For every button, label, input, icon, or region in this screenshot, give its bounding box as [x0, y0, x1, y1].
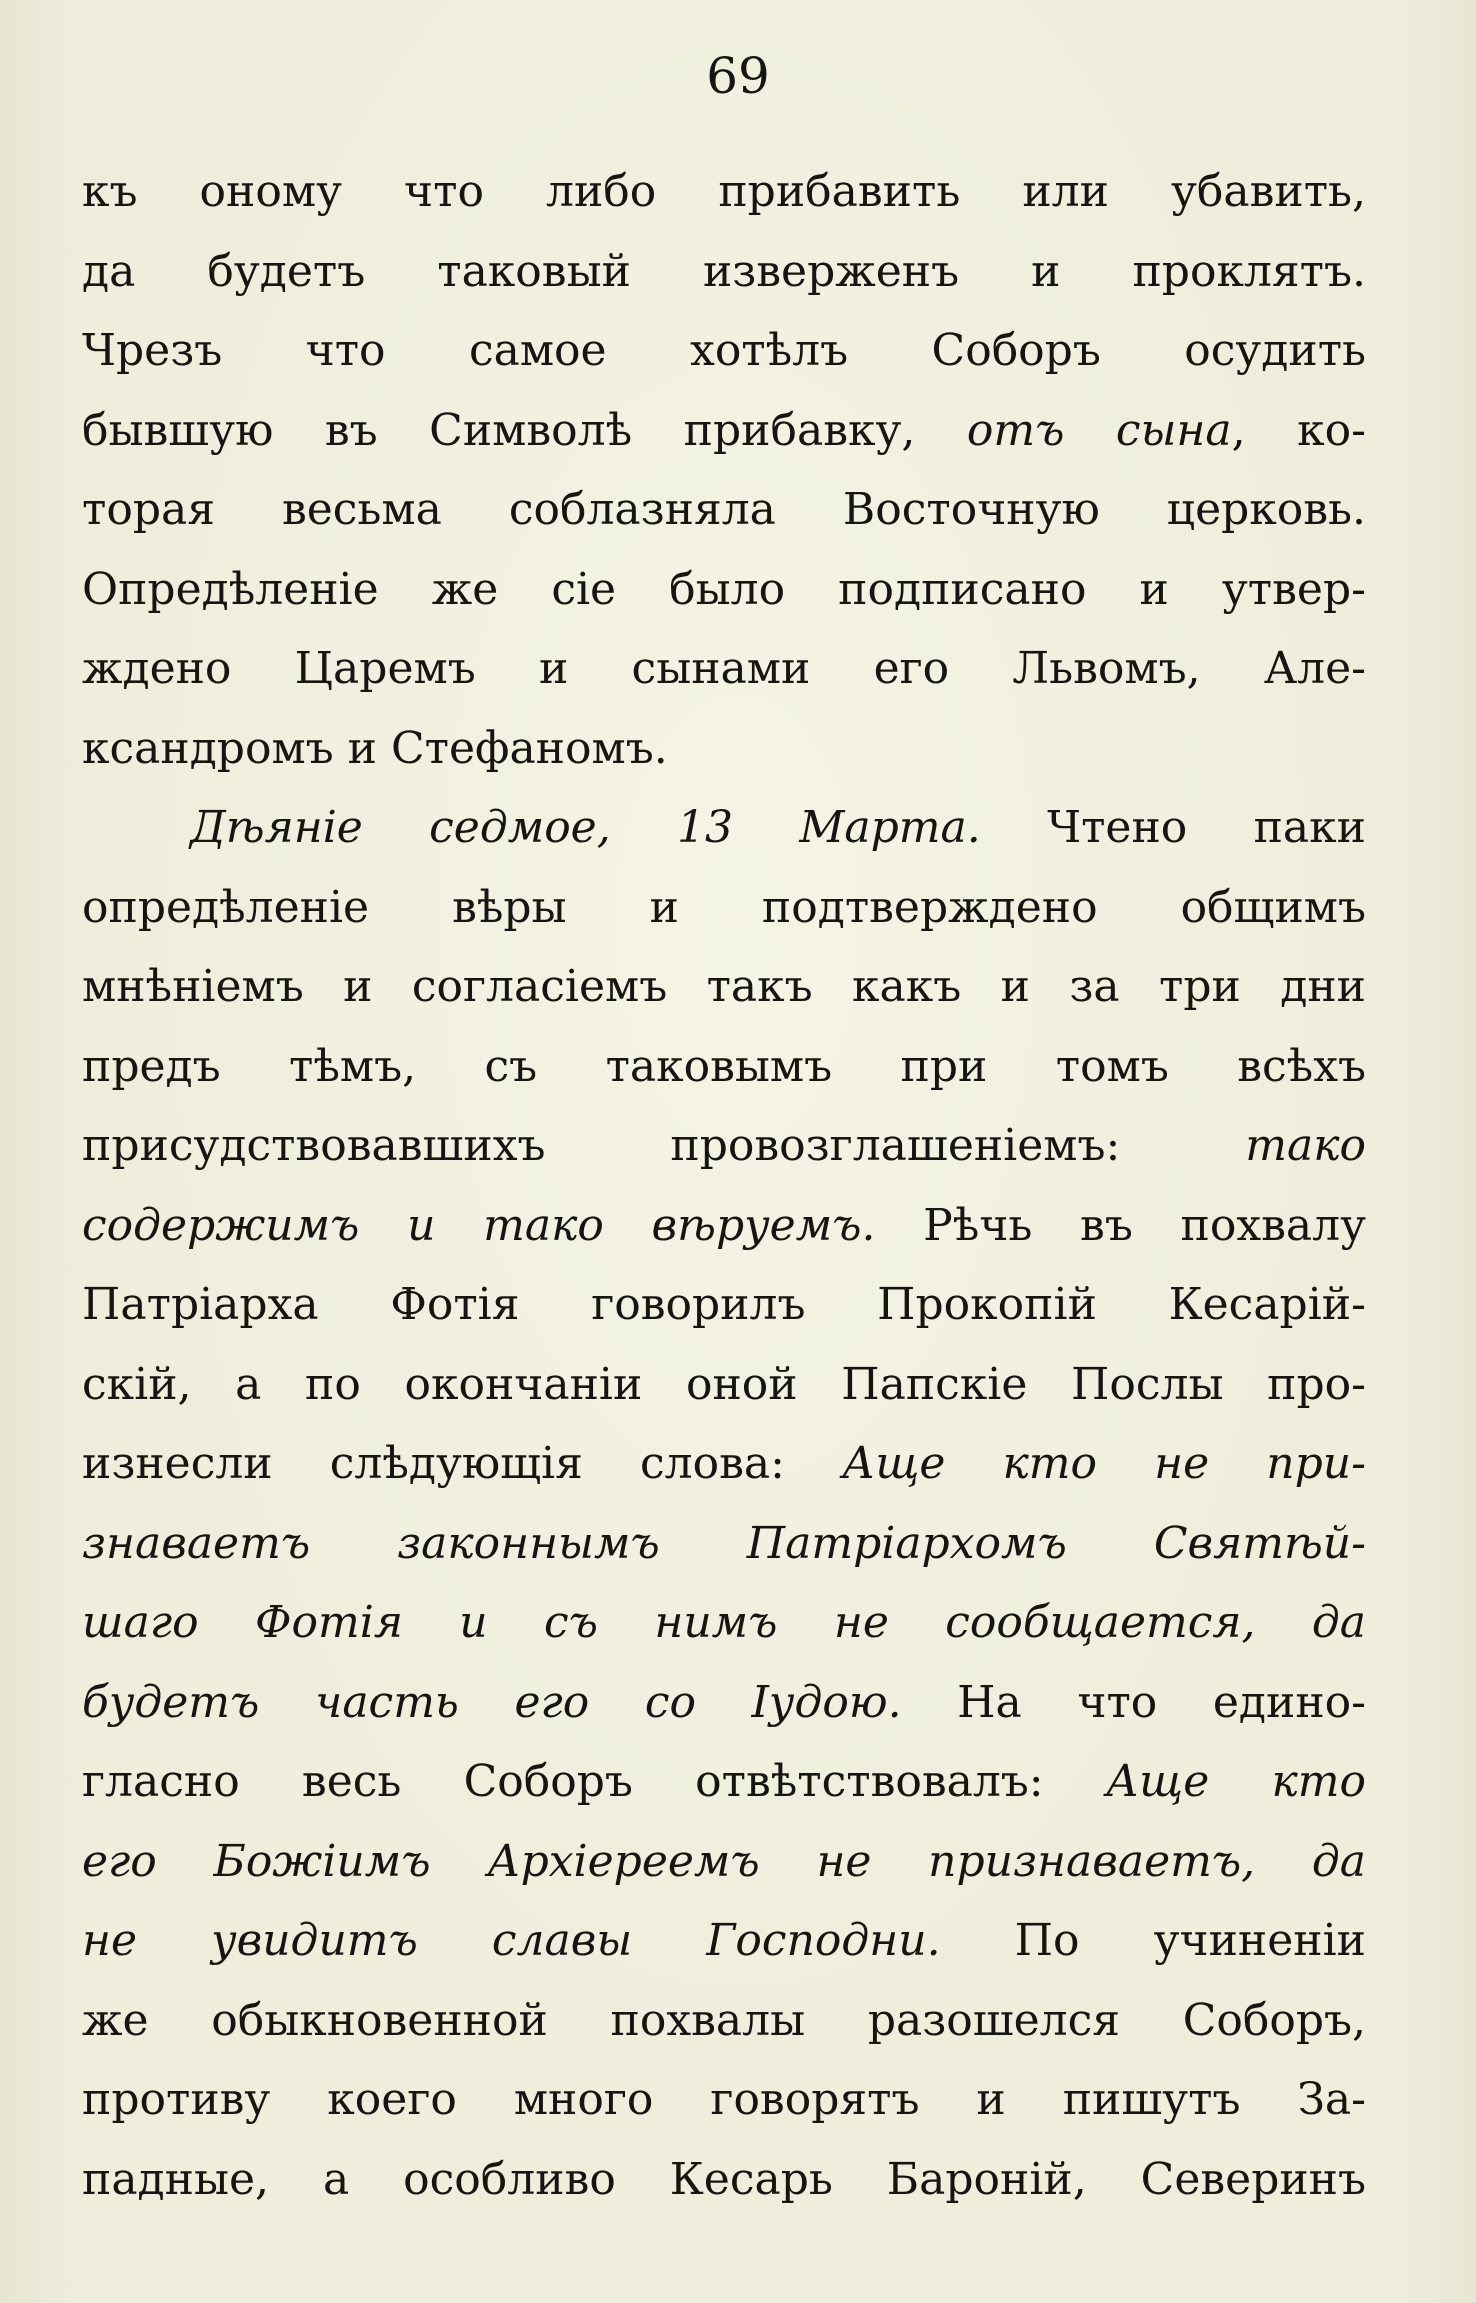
text-line	[82, 1822, 1366, 1902]
italic-text: Аще кто	[1105, 1756, 1366, 1807]
text-segment: изнесли слѣдующія слова:	[82, 1438, 843, 1489]
text-line	[82, 2140, 1366, 2220]
text-line	[82, 1186, 1366, 1266]
text-line	[82, 947, 1366, 1027]
italic-text: содержимъ и тако вѣруемъ.	[82, 1199, 876, 1251]
italic-text: его Божіимъ Архіереемъ не признаваетъ, да	[82, 1835, 1366, 1887]
italic-text: отъ сына	[966, 404, 1232, 456]
text-line	[82, 1583, 1366, 1663]
text-line	[82, 629, 1366, 709]
text-segment: Чрезъ что самое хотѣлъ Соборъ осудить	[82, 325, 1366, 376]
text-line	[82, 1027, 1366, 1107]
text-segment: торая весьма соблазняла Восточную церковь.	[82, 484, 1366, 535]
italic-text: будетъ часть его со Іудою.	[82, 1676, 902, 1728]
text-segment: же обыкновенной похвалы разошелся Соборъ,	[82, 1994, 1366, 2046]
text-line	[82, 1504, 1366, 1584]
italic-text: тако	[1245, 1120, 1366, 1171]
text-segment: На что едино-	[901, 1676, 1367, 1728]
italic-text: Дѣяніе седмое, 13 Марта.	[190, 802, 981, 853]
text-line	[82, 788, 1366, 868]
text-line	[82, 1345, 1366, 1425]
text-line	[82, 152, 1366, 232]
text-line	[82, 232, 1366, 312]
text-segment: Патріарха Фотія говорилъ Прокопій Кесарій-	[82, 1279, 1366, 1330]
text-line	[82, 1981, 1366, 2061]
text-segment: падные, а особливо Кесарь Бароній, Северинъ	[82, 2153, 1366, 2205]
text-segment: противу коего много говорятъ и пишутъ За-	[82, 2074, 1366, 2125]
text-line	[82, 868, 1366, 948]
text-line	[82, 470, 1366, 550]
text-line	[82, 391, 1366, 471]
text-line	[82, 1424, 1366, 1504]
text-segment: , ко-	[1231, 404, 1366, 456]
text-segment: ксандромъ и Стефаномъ.	[82, 722, 668, 774]
text-segment: скій, а по окончаніи оной Папскіе Послы про-	[82, 1358, 1366, 1410]
italic-text: шаго Фотія и съ нимъ не сообщается, да	[82, 1597, 1366, 1648]
text-line	[82, 1106, 1366, 1186]
italic-text: не увидитъ славы Господни.	[82, 1915, 941, 1966]
text-segment: къ оному что либо прибавить или убавить,	[82, 166, 1366, 217]
text-line	[82, 1742, 1366, 1822]
italic-text: Аще кто не при-	[842, 1438, 1366, 1489]
text-segment: бывшую въ Символѣ прибавку,	[82, 404, 967, 456]
text-segment: Чтено паки	[980, 802, 1366, 853]
text-segment: предъ тѣмъ, съ таковымъ при томъ всѣхъ	[82, 1040, 1366, 1092]
text-segment: опредѣленіе вѣры и подтверждено общимъ	[82, 881, 1366, 933]
text-line	[82, 1901, 1366, 1981]
text-segment: гласно весь Соборъ отвѣтствовалъ:	[82, 1756, 1106, 1807]
text-segment: По учиненіи	[940, 1915, 1366, 1966]
text-segment: присудствовавшихъ провозглашеніемъ:	[82, 1120, 1246, 1171]
text-line	[82, 709, 1366, 789]
italic-text: знаваетъ законнымъ Патріархомъ Святѣй-	[82, 1517, 1366, 1569]
text-line	[82, 311, 1366, 391]
text-line	[82, 2060, 1366, 2140]
page-number: 69	[706, 47, 770, 105]
text-line	[82, 1663, 1366, 1743]
body-text	[82, 152, 1366, 2219]
text-segment: Рѣчь въ похвалу	[875, 1199, 1366, 1251]
text-line	[82, 550, 1366, 630]
text-segment: да будетъ таковый изверженъ и проклятъ.	[82, 245, 1366, 297]
text-segment: ждено Царемъ и сынами его Львомъ, Але-	[82, 643, 1366, 694]
text-line	[82, 1265, 1366, 1345]
text-segment: Опредѣленіе же сіе было подписано и утвер-	[82, 563, 1366, 615]
text-segment: мнѣніемъ и согласіемъ такъ какъ и за три дни	[82, 961, 1366, 1012]
